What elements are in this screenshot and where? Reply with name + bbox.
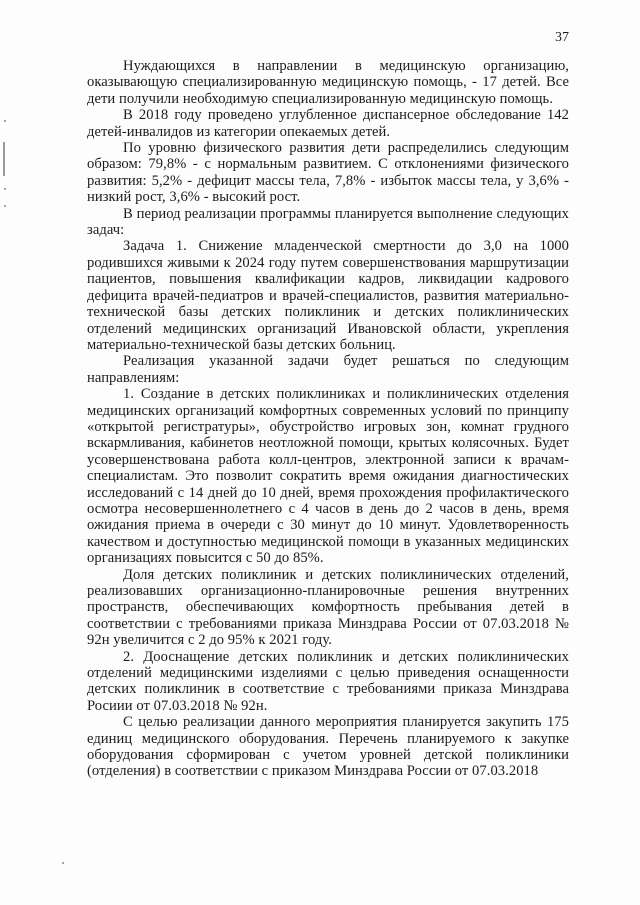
paragraph-task-1: Задача 1. Снижение младенческой смертности до 3,0 на 1000 родившихся живыми к 2024 году путем совершенствования маршрутизации пациентов, повышения квалификации кадров, ликвидации кадрового дефицита врачей-педиатров и врачей-специалистов, развития материально-технической базы детских поликлиник и детских поликлинических отделений медицинских организаций Ивановской области, укрепления материально-технической базы детских больниц. xyxy=(87,238,569,353)
scan-artifact-dot xyxy=(4,188,6,190)
page-number: 37 xyxy=(555,30,569,45)
paragraph-dispensary-exam: В 2018 году проведено углубленное диспансерное обследование 142 детей-инвалидов из категории опекаемых детей. xyxy=(87,107,569,140)
scan-artifact-dot xyxy=(62,862,64,864)
paragraph-equipment-purchase: С целью реализации данного мероприятия планируется закупить 175 единиц медицинского оборудования. Перечень планируемого к закупке оборудования сформирован с учетом уровней детской поликлиники (отделения) в соответствии с приказом Минздрава России от 07.03.2018 xyxy=(87,714,569,780)
document-body xyxy=(87,58,569,780)
paragraph-directions-intro: Реализация указанной задачи будет решаться по следующим направлениям: xyxy=(87,353,569,386)
paragraph-program-tasks-intro: В период реализации программы планируется выполнение следующих задач: xyxy=(87,205,569,239)
paragraph-direction-1: 1. Создание в детских поликлиниках и поликлинических отделения медицинских организаций комфортных современных условий по принципу «открытой регистратуры», обустройство игровых зон, комнат грудного вскармливания, кабинетов неотложной помощи, крытых колясочных. Будет усовершенствована работа колл-центров, электронной записи к врачам-специалистам. Это позволит сократить время ожидания диагностических исследований с 14 дней до 10 дней, время прохождения профилактического осмотра несовершеннолетнего с 4 часов в день до 2 часов в день, время ожидания приема в очереди с 30 минут до 10 минут. Удовлетворенность качеством и доступностью медицинской помощи в указанных медицинских организациях повысится с 50 до 85%. xyxy=(87,386,569,567)
scan-artifact-mark xyxy=(3,142,5,176)
scan-artifact-dot xyxy=(4,120,6,122)
paragraph-physical-development: По уровню физического развития дети распределились следующим образом: 79,8% - с нормальным развитием. С отклонениями физического развития: 5,2% - дефицит массы тела, 7,8% - избыток массы тела, у 3,6% - низкий рост, 3,6% - высокий рост. xyxy=(87,140,569,206)
paragraph-referrals: Нуждающихся в направлении в медицинскую организацию, оказывающую специализированную медицинскую помощь, - 17 детей. Все дети получили необходимую специализированную медицинскую помощь. xyxy=(87,58,569,107)
scan-artifact-dot xyxy=(4,205,6,207)
paragraph-direction-2: 2. Дооснащение детских поликлиник и детских поликлинических отделений медицинскими изделиями с целью приведения оснащенности детских поликлиник в соответствие с требованиями приказа Минздрава Росиии от 07.03.2018 № 92н. xyxy=(87,648,569,714)
paragraph-polyclinic-share: Доля детских поликлиник и детских поликлинических отделений, реализовавших организационно-планировочные решения внутренних пространств, обеспечивающих комфортность пребывания детей в соответствии с требованиями приказа Минздрава России от 07.03.2018 № 92н увеличится с 2 до 95% к 2021 году. xyxy=(87,566,569,649)
